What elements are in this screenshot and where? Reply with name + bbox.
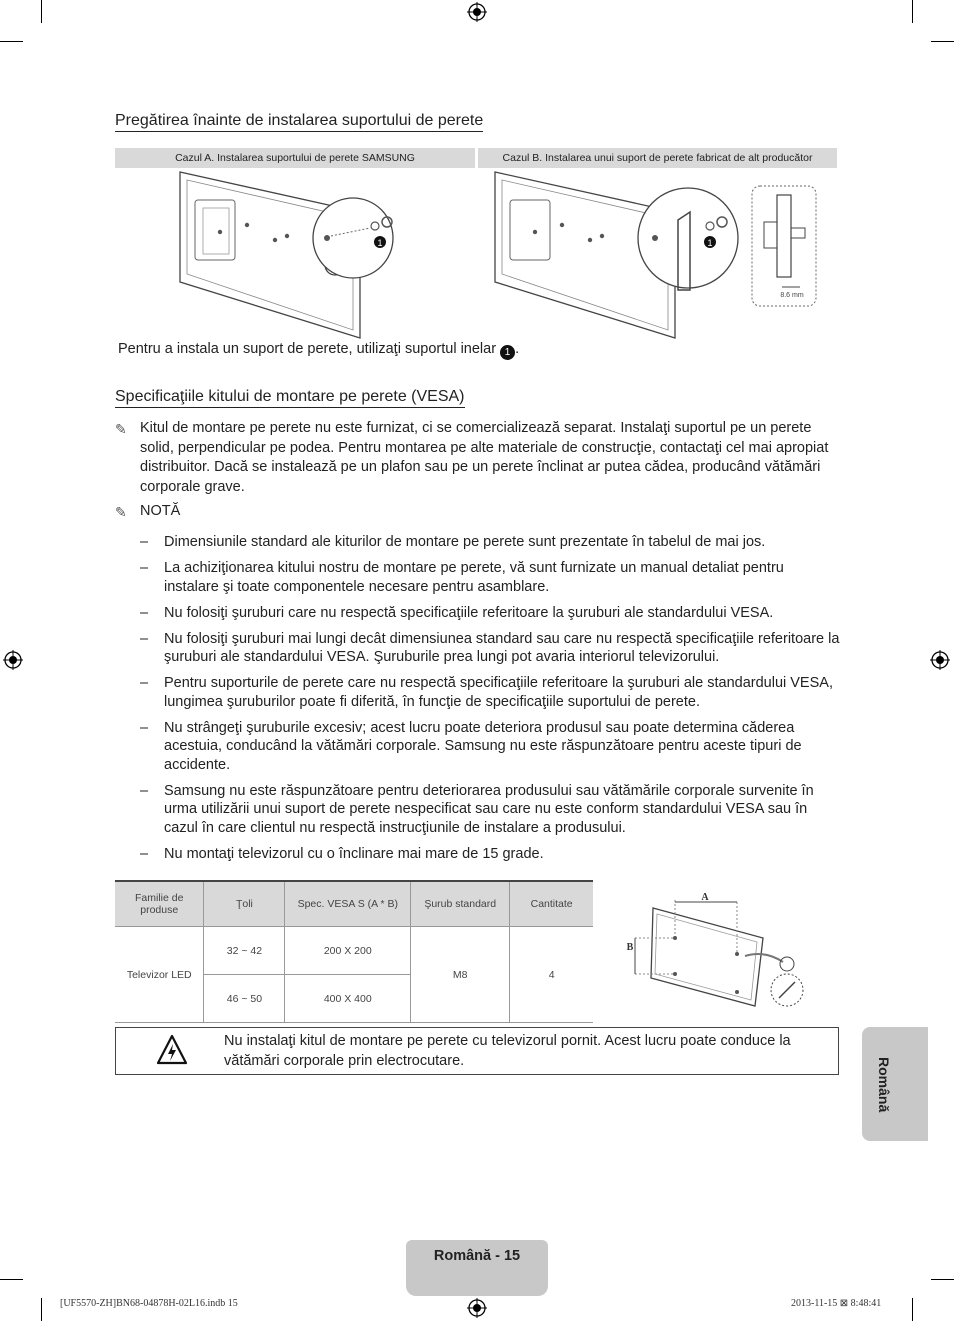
nota-label: NOTĂ [140, 503, 181, 519]
list-item: – Nu montaţi televizorul cu o înclinare mai mare de 15 grade. [140, 845, 840, 864]
table-cell-family: Televizor LED [115, 927, 204, 1023]
callout-marker: 1 [377, 238, 383, 248]
table-cell-inches: 32 ~ 42 [204, 927, 285, 975]
pencil-note-icon: ✎ [115, 504, 127, 520]
crop-mark [912, 1298, 913, 1321]
registration-mark-icon [930, 650, 950, 670]
crop-mark [912, 0, 913, 23]
registration-mark-icon [467, 2, 487, 22]
list-item: – Nu strângeţi şuruburile excesiv; acest lucru poate deteriora produsul sau poate determina căderea acestuia, conducând la vătămări corporale. Samsung nu este răspunzătoare pentru aceste tipuri de accidente. [140, 719, 840, 775]
case-a-header: Cazul A. Instalarea suportului de perete SAMSUNG [115, 148, 475, 168]
instruction-text: Pentru a instala un suport de perete, utilizaţi suportul inelar 1 . [118, 341, 520, 358]
dimension-b-label: B [626, 942, 634, 953]
section-title-preparation: Pregătirea înainte de instalarea suportului de perete [115, 112, 483, 132]
list-item: – La achiziţionarea kitului nostru de montare pe perete, vă sunt furnizate un manual detaliat pentru instalare şi toate componentele necesare pentru asamblare. [140, 559, 840, 596]
list-item: – Dimensiunile standard ale kiturilor de montare pe perete sunt prezentate în tabelul de mai jos. [140, 533, 840, 552]
pencil-note-icon: ✎ [115, 421, 127, 437]
list-item: – Pentru suporturile de perete care nu respectă specificaţiile referitoare la şuruburi ale standardului VESA, lungimea şuruburilor poate fi diferită, în funcţie de specificaţiile suportului de perete. [140, 674, 840, 711]
callout-marker: 1 [500, 345, 515, 360]
warning-triangle-icon [156, 1034, 188, 1066]
case-b-header: Cazul B. Instalarea unui suport de perete fabricat de alt producător [478, 148, 837, 168]
footer-timestamp: 2013-11-15 ⊠ 8:48:41 [791, 1298, 882, 1309]
table-header: Spec. VESA S (A * B) [285, 881, 411, 927]
crop-mark [931, 1279, 954, 1280]
table-header: Şurub standard [411, 881, 510, 927]
case-a-illustration [175, 170, 415, 340]
notes-list [140, 533, 840, 871]
language-side-tab [862, 1027, 928, 1141]
table-header: Ţoli [204, 881, 285, 927]
table-header-row [115, 881, 593, 927]
table-header: Cantitate [510, 881, 593, 927]
table-cell-vesa: 400 X 400 [285, 975, 411, 1023]
warning-text: Nu instalaţi kitul de montare pe perete cu televizorul pornit. Acest lucru poate conduce la vătămări corporale prin electrocutare. [224, 1033, 791, 1069]
crop-mark [41, 1298, 42, 1321]
page-number-tab [406, 1240, 548, 1296]
dimension-label: 8.6 mm [780, 292, 804, 299]
section-title-vesa: Specificaţiile kitului de montare pe perete (VESA) [115, 388, 465, 408]
table-cell-quantity: 4 [510, 927, 593, 1023]
page-number: Română - 15 [433, 1248, 521, 1264]
crop-mark [0, 41, 23, 42]
callout-marker: 1 [707, 238, 713, 248]
language-label: Română [876, 1057, 892, 1113]
case-b-illustration [490, 170, 820, 340]
table-row [115, 927, 593, 975]
list-item: – Samsung nu este răspunzătoare pentru deteriorarea produsului sau vătămările corporale survenite în urma utilizării unui suport de perete nespecificat sau care nu este conform standardului VESA sau în cazul în care clientul nu respectă instrucţiunile de instalare a produsului. [140, 782, 840, 838]
vesa-table [115, 880, 593, 1023]
registration-mark-icon [3, 650, 23, 670]
footer-file-info: [UF5570-ZH]BN68-04878H-02L16.indb 15 [60, 1298, 238, 1309]
warning-box [115, 1027, 839, 1075]
registration-mark-icon [467, 1298, 487, 1318]
list-item: – Nu folosiţi şuruburi mai lungi decât dimensiunea standard sau care nu respectă specificaţiile referitoare la şuruburi ale standardului VESA. Şuruburile prea lungi pot avaria interiorul televizorului. [140, 630, 840, 667]
list-item: – Nu folosiţi şuruburi care nu respectă specificaţiile referitoare la şuruburi ale standardului VESA. [140, 604, 840, 623]
crop-mark [931, 41, 954, 42]
table-cell-inches: 46 ~ 50 [204, 975, 285, 1023]
intro-paragraph: Kitul de montare pe perete nu este furnizat, ci se comercializează separat. Instalaţi suportul pe un perete solid, perpendicular pe podea. Pentru montarea pe alte materiale de construcţie, contactaţi cel mai apropiat distribuitor. Dacă se instalează pe un plafon sau pe un perete înclinat ar putea cădea, producând vătămări corporale grave. [140, 420, 829, 495]
table-cell-screw: M8 [411, 927, 510, 1023]
table-header: Familie de produse [115, 881, 204, 927]
table-cell-vesa: 200 X 200 [285, 927, 411, 975]
vesa-diagram [615, 880, 815, 1020]
instruction-label: Pentru a instala un suport de perete, utilizaţi suportul inelar [118, 341, 497, 357]
crop-mark [0, 1279, 23, 1280]
crop-mark [41, 0, 42, 23]
dimension-a-label: A [701, 892, 709, 903]
